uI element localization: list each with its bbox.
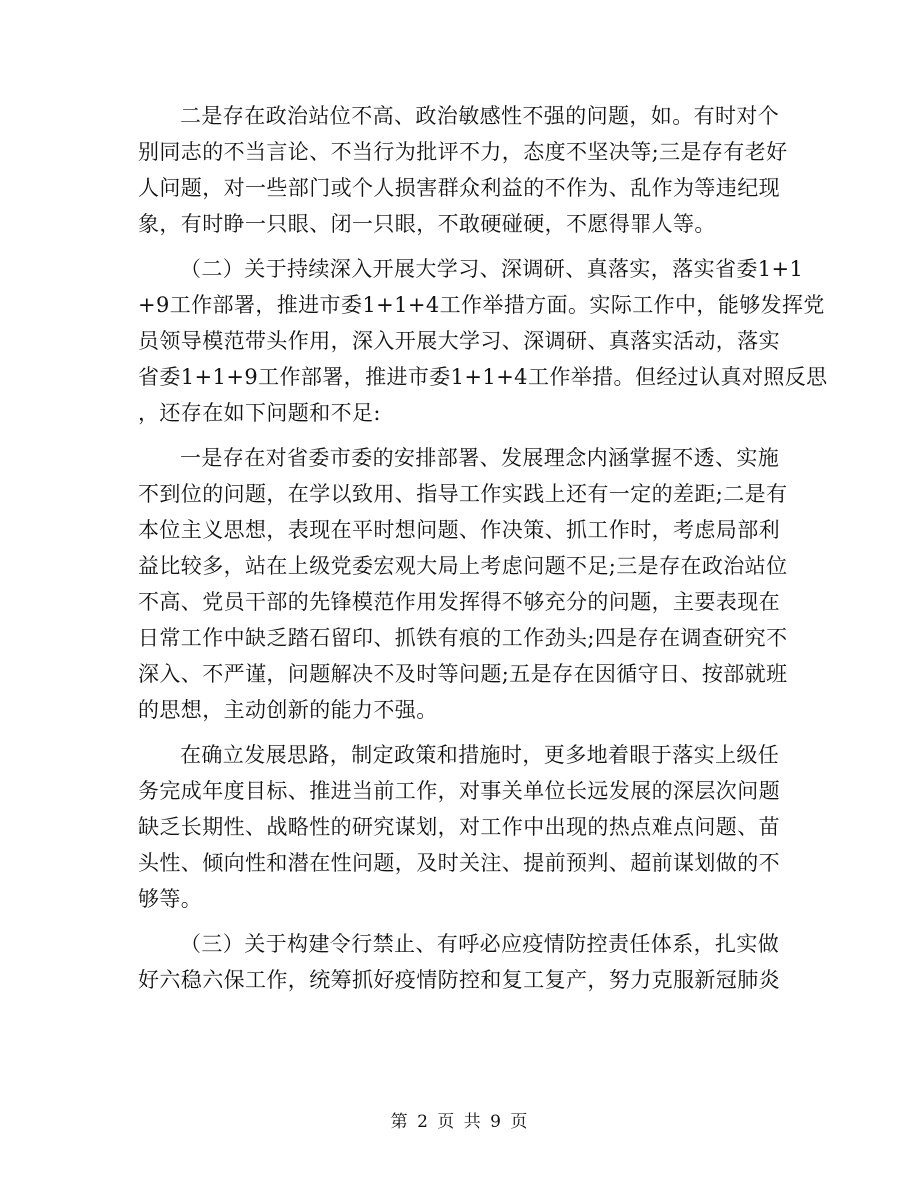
text-line: 不高、党员干部的先锋模范作用发挥得不够充分的问题，主要表现在 bbox=[138, 590, 780, 614]
document-body bbox=[138, 98, 828, 1007]
text-line: 人问题，对一些部门或个人损害群众利益的不作为、乱作为等违纪现 bbox=[138, 176, 780, 200]
text-line: 象，有时睁一只眼、闭一只眼，不敢硬碰硬，不愿得罪人等。 bbox=[138, 212, 716, 236]
paragraph-3 bbox=[138, 440, 788, 728]
text-line: 的思想，主动创新的能力不强。 bbox=[138, 698, 438, 722]
text-line: 好六稳六保工作，统筹抓好疫情防控和复工复产，努力克服新冠肺炎 bbox=[138, 968, 780, 992]
text-line: 够等。 bbox=[138, 887, 203, 911]
text-line: ，还存在如下问题和不足: bbox=[138, 401, 381, 425]
text-line: 深入、不严谨，问题解决不及时等问题;五是存在因循守日、按部就班 bbox=[138, 662, 788, 686]
text-line: 缺乏长期性、战略性的研究谋划，对工作中出现的热点难点问题、苗 bbox=[138, 815, 780, 839]
text-line: 别同志的不当言论、不当行为批评不力，态度不坚决等;三是存有老好 bbox=[138, 140, 788, 164]
text-line: 不到位的问题，在学以致用、指导工作实践上还有一定的差距;二是有 bbox=[138, 482, 788, 506]
text-line: 日常工作中缺乏踏石留印、抓铁有痕的工作劲头;四是存在调查研究不 bbox=[138, 626, 788, 650]
text-line: （三）关于构建令行禁止、有呼必应疫情防控责任体系，扎实做 bbox=[180, 932, 780, 956]
paragraph-5 bbox=[138, 926, 788, 998]
page-number-footer: 第 2 页 共 9 页 bbox=[390, 1112, 530, 1132]
text-line: 一是存在对省委市委的安排部署、发展理念内涵掌握不透、实施 bbox=[180, 446, 780, 470]
paragraph-1 bbox=[138, 98, 788, 242]
text-line: 在确立发展思路，制定政策和措施时，更多地着眼于落实上级任 bbox=[180, 743, 780, 767]
text-line: +9工作部署，推进市委1+1+4工作举措方面。实际工作中，能够发挥党 bbox=[138, 293, 825, 317]
text-line: 益比较多，站在上级党委宏观大局上考虑问题不足;三是存在政治站位 bbox=[138, 554, 788, 578]
text-line: 头性、倾向性和潜在性问题，及时关注、提前预判、超前谋划做的不 bbox=[138, 851, 780, 875]
text-line: 本位主义思想，表现在平时想问题、作决策、抓工作时，考虑局部利 bbox=[138, 518, 780, 542]
text-line: 务完成年度目标、推进当前工作，对事关单位长远发展的深层次问题 bbox=[138, 779, 780, 803]
text-line: 员领导模范带头作用，深入开展大学习、深调研、真落实活动，落实 bbox=[138, 329, 780, 353]
text-line: 省委1+1+9工作部署，推进市委1+1+4工作举措。但经过认真对照反思 bbox=[138, 365, 828, 389]
text-line: 二是存在政治站位不高、政治敏感性不强的问题，如。有时对个 bbox=[180, 104, 780, 128]
paragraph-2 bbox=[138, 251, 828, 431]
paragraph-4 bbox=[138, 737, 788, 917]
text-line: （二）关于持续深入开展大学习、深调研、真落实，落实省委1+1 bbox=[180, 257, 804, 281]
